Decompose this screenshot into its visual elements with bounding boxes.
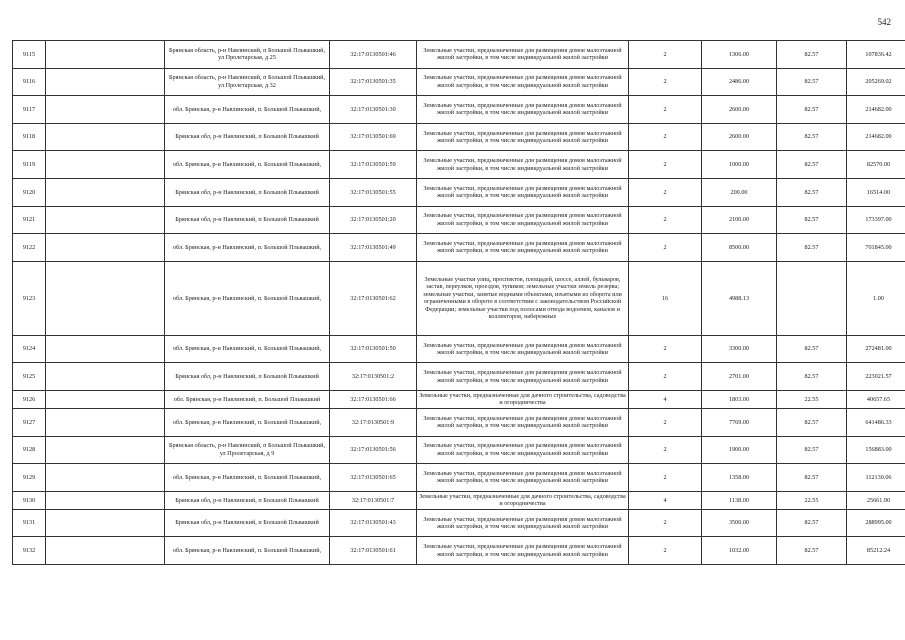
row-number-cell: 9125 [13,363,46,391]
cadastral-value-cell: 16514.00 [847,178,905,206]
category-code-cell: 4 [629,390,702,408]
row-number-cell: 9119 [13,151,46,179]
area-cell: 4988.13 [702,261,777,335]
rate-cell: 82.57 [777,363,847,391]
rate-cell: 82.57 [777,178,847,206]
area-cell: 2486.00 [702,68,777,96]
address-cell: обл. Брянская, р-н Навлинский, п. Большой Пльвашкий, [165,234,330,262]
table-row [13,68,905,96]
cadastral-number-cell: 32:17:0130501:61 [330,537,417,565]
rate-cell: 82.57 [777,408,847,436]
spacer-cell [46,96,165,124]
area-cell: 1138.00 [702,491,777,509]
address-cell: Брянская обл, р-н Навлинский, п Большой Пльвашкий [165,123,330,151]
row-number-cell: 9124 [13,335,46,363]
row-number-cell: 9115 [13,41,46,69]
spacer-cell [46,464,165,492]
row-number-cell: 9127 [13,408,46,436]
cadastral-number-cell: 32:17:0130501:2 [330,363,417,391]
land-category-cell: Земельные участки, предназначенные для размещения домов малоэтажной жилой застройки, в том числе индивидуальной жилой застройки [417,436,629,464]
cadastral-number-cell: 32:17:0130501:9 [330,408,417,436]
row-number-cell: 9128 [13,436,46,464]
area-cell: 200.00 [702,178,777,206]
cadastral-value-cell: 701845.00 [847,234,905,262]
table-row [13,537,905,565]
table-row [13,41,905,69]
rate-cell: 82.57 [777,41,847,69]
cadastral-value-cell: 156883.00 [847,436,905,464]
land-category-cell: Земельные участки, предназначенные для размещения домов малоэтажной жилой застройки, в том числе индивидуальной жилой застройки [417,464,629,492]
address-cell: Брянская обл, р-н Навлинский, п Большой Пльвашкий [165,509,330,537]
rate-cell: 22.55 [777,390,847,408]
category-code-cell: 2 [629,408,702,436]
table-row [13,151,905,179]
rate-cell: 22.55 [777,491,847,509]
address-cell: Брянская обл, р-н Навлинский, п Большой Пльвашкий [165,206,330,234]
table-row [13,491,905,509]
cadastral-value-cell: 641486.33 [847,408,905,436]
cadastral-value-cell: 107836.42 [847,41,905,69]
land-category-cell: Земельные участки, предназначенные для размещения домов малоэтажной жилой застройки, в том числе индивидуальной жилой застройки [417,509,629,537]
row-number-cell: 9132 [13,537,46,565]
spacer-cell [46,151,165,179]
address-cell: обл. Брянская, р-н Навлинский, п. Большой Пльвашкий [165,390,330,408]
address-cell: Брянская обл, р-н Навлинский, п Большой Пльвашкий [165,491,330,509]
row-number-cell: 9122 [13,234,46,262]
row-number-cell: 9118 [13,123,46,151]
cadastral-value-cell: 214682.00 [847,96,905,124]
cadastral-value-cell: 1.00 [847,261,905,335]
area-cell: 1803.00 [702,390,777,408]
category-code-cell: 2 [629,123,702,151]
cadastral-number-cell: 32:17:0130501:35 [330,68,417,96]
table-row [13,363,905,391]
address-cell: обл. Брянская, р-н Навлинский, п. Большой Пльвашкий, [165,96,330,124]
row-number-cell: 9123 [13,261,46,335]
spacer-cell [46,390,165,408]
land-category-cell: Земельные участки, предназначенные для размещения домов малоэтажной жилой застройки, в том числе индивидуальной жилой застройки [417,123,629,151]
row-number-cell: 9131 [13,509,46,537]
land-category-cell: Земельные участки, предназначенные для дачного строительства, садоводства и огородничества [417,491,629,509]
category-code-cell: 2 [629,178,702,206]
area-cell: 8500.00 [702,234,777,262]
category-code-cell: 2 [629,537,702,565]
cadastral-value-cell: 223021.57 [847,363,905,391]
table-row [13,509,905,537]
cadastral-value-cell: 205269.02 [847,68,905,96]
cadastral-value-cell: 40657.65 [847,390,905,408]
category-code-cell: 2 [629,509,702,537]
area-cell: 2600.00 [702,96,777,124]
spacer-cell [46,206,165,234]
cadastral-number-cell: 32:17:0130501:65 [330,464,417,492]
category-code-cell: 2 [629,464,702,492]
table-row [13,464,905,492]
land-category-cell: Земельные участки, предназначенные для размещения домов малоэтажной жилой застройки, в том числе индивидуальной жилой застройки [417,206,629,234]
land-category-cell: Земельные участки, предназначенные для размещения домов малоэтажной жилой застройки, в том числе индивидуальной жилой застройки [417,41,629,69]
land-category-cell: Земельные участки, предназначенные для размещения домов малоэтажной жилой застройки, в том числе индивидуальной жилой застройки [417,68,629,96]
table-row [13,234,905,262]
table-row [13,335,905,363]
rate-cell: 82.57 [777,335,847,363]
area-cell: 2100.00 [702,206,777,234]
land-category-cell: Земельные участки, предназначенные для размещения домов малоэтажной жилой застройки, в том числе индивидуальной жилой застройки [417,234,629,262]
cadastral-value-cell: 214682.00 [847,123,905,151]
cadastral-number-cell: 32:17:0130501:69 [330,123,417,151]
cadastral-number-cell: 32:17:0130501:49 [330,234,417,262]
cadastral-number-cell: 32:17:0130501:62 [330,261,417,335]
category-code-cell: 2 [629,151,702,179]
area-cell: 7769.00 [702,408,777,436]
spacer-cell [46,408,165,436]
category-code-cell: 16 [629,261,702,335]
rate-cell: 82.57 [777,206,847,234]
rate-cell: 82.57 [777,537,847,565]
cadastral-number-cell: 32:17:0130501:46 [330,41,417,69]
rate-cell: 82.57 [777,234,847,262]
area-cell: 1306.00 [702,41,777,69]
cadastral-value-cell: 112130.06 [847,464,905,492]
table-row [13,408,905,436]
cadastral-value-cell: 85212.24 [847,537,905,565]
land-category-cell: Земельные участки, предназначенные для размещения домов малоэтажной жилой застройки, в том числе индивидуальной жилой застройки [417,537,629,565]
category-code-cell: 2 [629,68,702,96]
cadastral-number-cell: 32:17:0130501:20 [330,206,417,234]
area-cell: 1358.00 [702,464,777,492]
category-code-cell: 2 [629,436,702,464]
spacer-cell [46,123,165,151]
cadastral-value-cell: 25661.90 [847,491,905,509]
land-category-cell: Земельные участки, предназначенные для дачного строительства, садоводства и огородничества [417,390,629,408]
category-code-cell: 2 [629,96,702,124]
spacer-cell [46,335,165,363]
page-number: 542 [877,17,891,27]
land-category-cell: Земельные участки, предназначенные для размещения домов малоэтажной жилой застройки, в том числе индивидуальной жилой застройки [417,96,629,124]
land-registry-table [12,40,905,565]
row-number-cell: 9129 [13,464,46,492]
cadastral-value-cell: 288995.00 [847,509,905,537]
cadastral-value-cell: 82570.00 [847,151,905,179]
row-number-cell: 9121 [13,206,46,234]
table-row [13,261,905,335]
area-cell: 2600.00 [702,123,777,151]
land-category-cell: Земельные участки улиц, проспектов, площадей, шоссе, аллей, бульваров, застав, переулков, проездов, тупиков; земельные участки земель резерва; земельные участки, занятые водными объектами, изъятыми из оборота или ограниченными в обороте в соответствии с законодательством Российской Федерации; земельные участки под полосами отвода водоемов, каналов и коллекторов, набережные [417,261,629,335]
table-row [13,178,905,206]
table-row [13,206,905,234]
address-cell: обл. Брянская, р-н Навлинский, п. Большой Пльвашкий, [165,408,330,436]
area-cell: 1000.00 [702,151,777,179]
address-cell: Брянская область, р-н Навлинский, п Большой Пльвашкий, ул Пролетарская, д 32 [165,68,330,96]
land-category-cell: Земельные участки, предназначенные для размещения домов малоэтажной жилой застройки, в том числе индивидуальной жилой застройки [417,408,629,436]
area-cell: 2701.00 [702,363,777,391]
row-number-cell: 9130 [13,491,46,509]
category-code-cell: 2 [629,363,702,391]
category-code-cell: 2 [629,206,702,234]
category-code-cell: 2 [629,234,702,262]
spacer-cell [46,178,165,206]
address-cell: обл. Брянская, р-н Навлинский, п. Большой Пльвашкий, [165,464,330,492]
address-cell: Брянская область, р-н Навлинский, п Большой Пльвашкий, ул Пролетарская, д 9 [165,436,330,464]
cadastral-number-cell: 32:17:0130501:55 [330,178,417,206]
rate-cell: 82.57 [777,464,847,492]
cadastral-number-cell: 32:17:0130501:59 [330,151,417,179]
spacer-cell [46,509,165,537]
rate-cell [777,261,847,335]
cadastral-number-cell: 32:17:0130501:30 [330,96,417,124]
address-cell: обл. Брянская, р-н Навлинский, п. Большой Пльвашкий, [165,335,330,363]
table-body [13,41,905,565]
cadastral-number-cell: 32:17:0130501:43 [330,509,417,537]
row-number-cell: 9126 [13,390,46,408]
table-row [13,436,905,464]
rate-cell: 82.57 [777,151,847,179]
table-row [13,123,905,151]
cadastral-value-cell: 272481.00 [847,335,905,363]
cadastral-number-cell: 32:17:0130501:56 [330,436,417,464]
category-code-cell: 2 [629,335,702,363]
spacer-cell [46,261,165,335]
spacer-cell [46,41,165,69]
cadastral-number-cell: 32:17:0130501:50 [330,335,417,363]
spacer-cell [46,436,165,464]
land-category-cell: Земельные участки, предназначенные для размещения домов малоэтажной жилой застройки, в том числе индивидуальной жилой застройки [417,178,629,206]
table-row [13,390,905,408]
spacer-cell [46,234,165,262]
area-cell: 1900.00 [702,436,777,464]
address-cell: обл. Брянская, р-н Навлинский, п. Большой Пльвашкий, [165,537,330,565]
land-category-cell: Земельные участки, предназначенные для размещения домов малоэтажной жилой застройки, в том числе индивидуальной жилой застройки [417,363,629,391]
category-code-cell: 4 [629,491,702,509]
rate-cell: 82.57 [777,436,847,464]
rate-cell: 82.57 [777,96,847,124]
area-cell: 1032.00 [702,537,777,565]
cadastral-number-cell: 32:17:0130501:7 [330,491,417,509]
cadastral-value-cell: 173397.00 [847,206,905,234]
address-cell: обл. Брянская, р-н Навлинский, п. Большой Пльвашкий, [165,261,330,335]
row-number-cell: 9116 [13,68,46,96]
address-cell: Брянская обл, р-н Навлинский, п Большой Пльвашкий [165,178,330,206]
area-cell: 3300.00 [702,335,777,363]
rate-cell: 82.57 [777,123,847,151]
table-row [13,96,905,124]
land-category-cell: Земельные участки, предназначенные для размещения домов малоэтажной жилой застройки, в том числе индивидуальной жилой застройки [417,151,629,179]
rate-cell: 82.57 [777,509,847,537]
row-number-cell: 9117 [13,96,46,124]
address-cell: Брянская область, р-н Навлинский, п Большой Пльвашкий, ул Пролетарская, д 25 [165,41,330,69]
row-number-cell: 9120 [13,178,46,206]
spacer-cell [46,491,165,509]
spacer-cell [46,68,165,96]
land-category-cell: Земельные участки, предназначенные для размещения домов малоэтажной жилой застройки, в том числе индивидуальной жилой застройки [417,335,629,363]
category-code-cell: 2 [629,41,702,69]
spacer-cell [46,363,165,391]
area-cell: 3500.00 [702,509,777,537]
cadastral-number-cell: 32:17:0130501:66 [330,390,417,408]
address-cell: обл. Брянская, р-н Навлинский, п. Большой Пльвашкий, [165,151,330,179]
rate-cell: 82.57 [777,68,847,96]
address-cell: Брянская обл, р-н Навлинский, п Большой Пльвашкий [165,363,330,391]
spacer-cell [46,537,165,565]
